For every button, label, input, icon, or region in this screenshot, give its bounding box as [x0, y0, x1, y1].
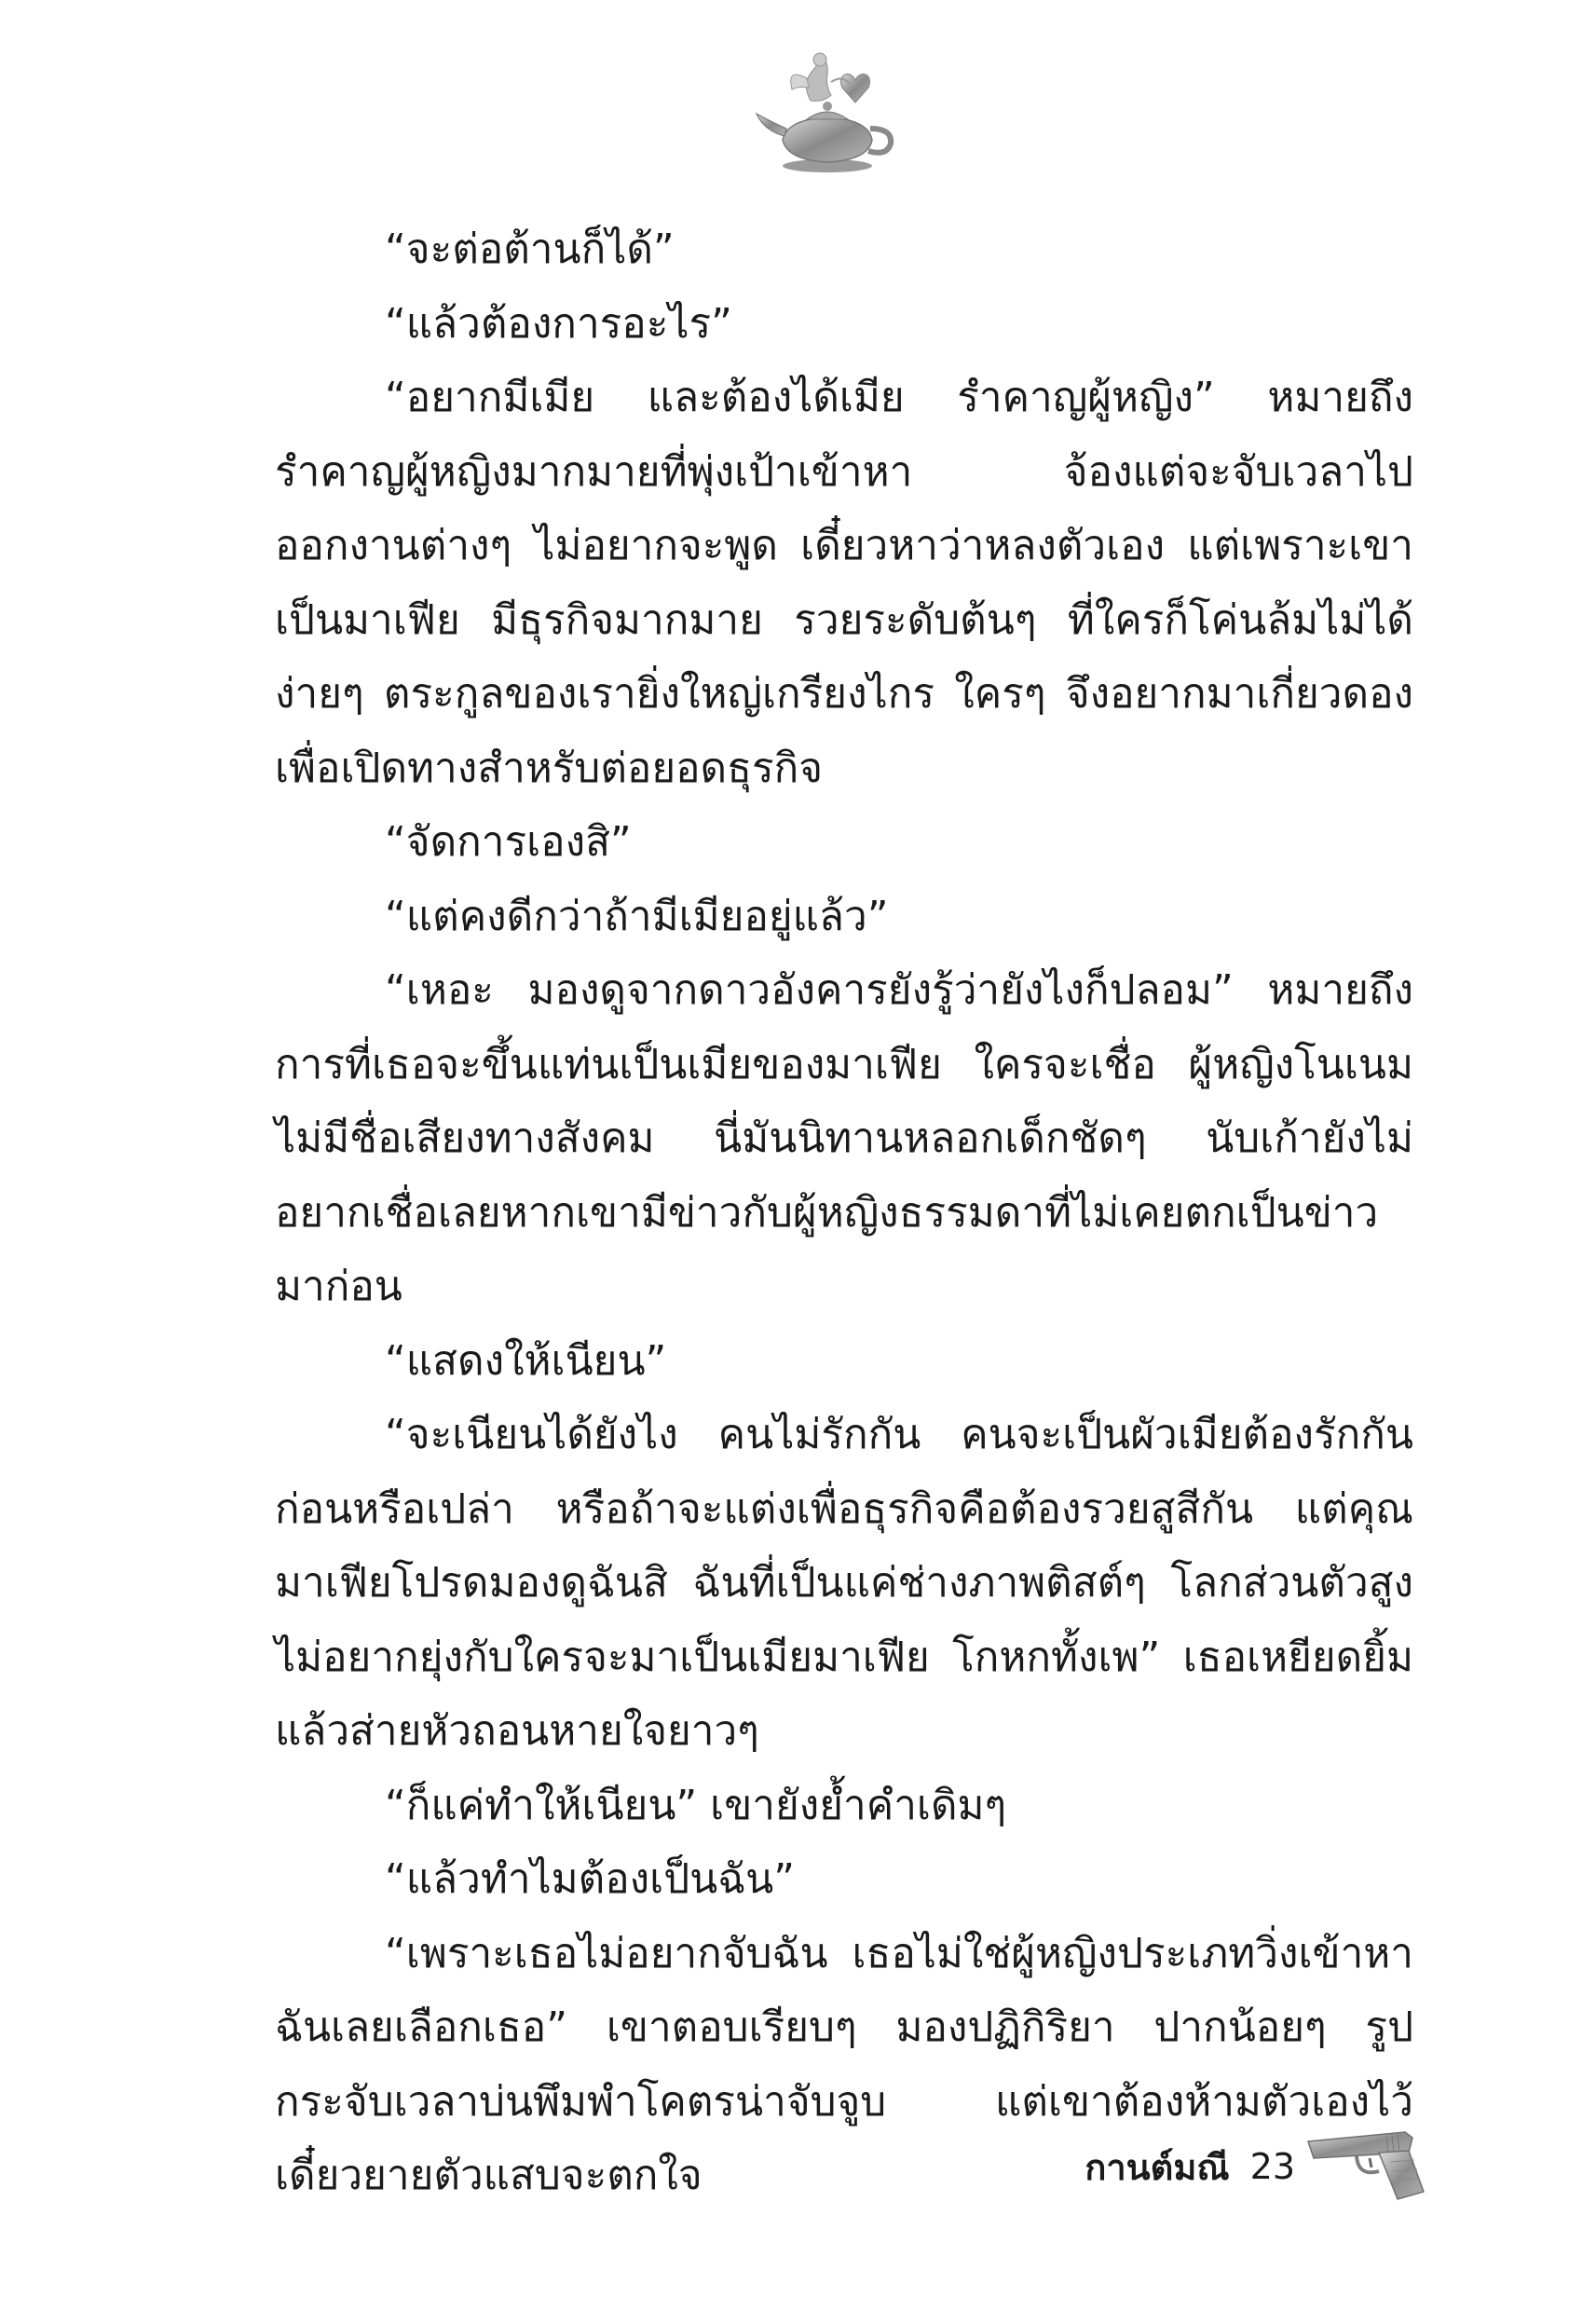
page-number: 23 — [1249, 2146, 1295, 2187]
paragraph: “จะเนียนได้ยังไง คนไม่รักกัน คนจะเป็นผัวเมียต้องรักกันก่อนหรือเปล่า หรือถ้าจะแต่งเพื่อธุรกิจคือต้องรวยสูสีกัน แต่คุณมาเฟียโปรดมองดูฉันสิ ฉันที่เป็นแค่ช่างภาพติสต์ๆ โลกส่วนตัวสูง ไม่อยากยุ่งกับใครจะมาเป็นเมียมาเฟีย โกหกทั้งเพ” เธอเหยียดยิ้มแล้วส่ายหัวถอนหายใจยาวๆ — [275, 1411, 1413, 1755]
paragraph: “จัดการเองสิ” — [385, 818, 632, 866]
paragraph: “เหอะ มองดูจากดาวอังคารยังรู้ว่ายังไงก็ปลอม” หมายถึงการที่เธอจะขึ้นแท่นเป็นเมียของมาเฟีย ใครจะเชื่อ ผู้หญิงโนเนมไม่มีชื่อเสียงทางสังคม นี่มันนิทานหลอกเด็กชัดๆ นับเก้ายังไม่อยากเชื่อเลยหากเขามีข่าวกับผู้หญิงธรรมดาที่ไม่เคยตกเป็นข่าวมาก่อน — [275, 966, 1413, 1310]
paragraph: “เพราะเธอไม่อยากจับฉัน เธอไม่ใช่ผู้หญิงประเภทวิ่งเข้าหาฉันเลยเลือกเธอ” เขาตอบเรียบๆ มองปฏิกิริยา ปากน้อยๆ รูปกระจับเวลาบ่นพึมพำโคตรน่าจับจูบ แต่เขาต้องห้ามตัวเองไว้ เดี๋ยวยายตัวแสบจะตกใจ — [275, 1929, 1413, 2199]
body-text — [275, 212, 1413, 2213]
pistol-icon — [1304, 2125, 1430, 2204]
book-title: กานต์มณี — [1084, 2146, 1230, 2188]
paragraph: “แล้วทำไมต้องเป็นฉัน” — [385, 1855, 796, 1903]
paragraph: “แล้วต้องการอะไร” — [385, 299, 732, 348]
paragraph: “อยากมีเมีย และต้องได้เมีย รำคาญผู้หญิง” หมายถึงรำคาญผู้หญิงมากมายที่พุ่งเป้าเข้าหา จ้องแต่จะจับเวลาไปออกงานต่างๆ ไม่อยากจะพูด เดี๋ยวหาว่าหลงตัวเอง แต่เพราะเขาเป็นมาเฟีย มีธุรกิจมากมาย รวยระดับต้นๆ ที่ใครก็โค่นล้มไม่ได้ง่ายๆ ตระกูลของเรายิ่งใหญ่เกรียงไกร ใครๆ จึงอยากมาเกี่ยวดองเพื่อเปิดทางสำหรับต่อยอดธุรกิจ — [275, 374, 1413, 792]
paragraph: “แต่คงดีกว่าถ้ามีเมียอยู่แล้ว” — [385, 892, 889, 940]
paragraph: “ก็แค่ทำให้เนียน” เขายังย้ำคำเดิมๆ — [385, 1781, 1007, 1829]
paragraph: “จะต่อต้านก็ได้” — [385, 226, 675, 273]
page-footer — [969, 2129, 1295, 2204]
paragraph: “แสดงให้เนียน” — [385, 1336, 667, 1385]
teapot-cupid-ornament-icon — [745, 47, 904, 177]
